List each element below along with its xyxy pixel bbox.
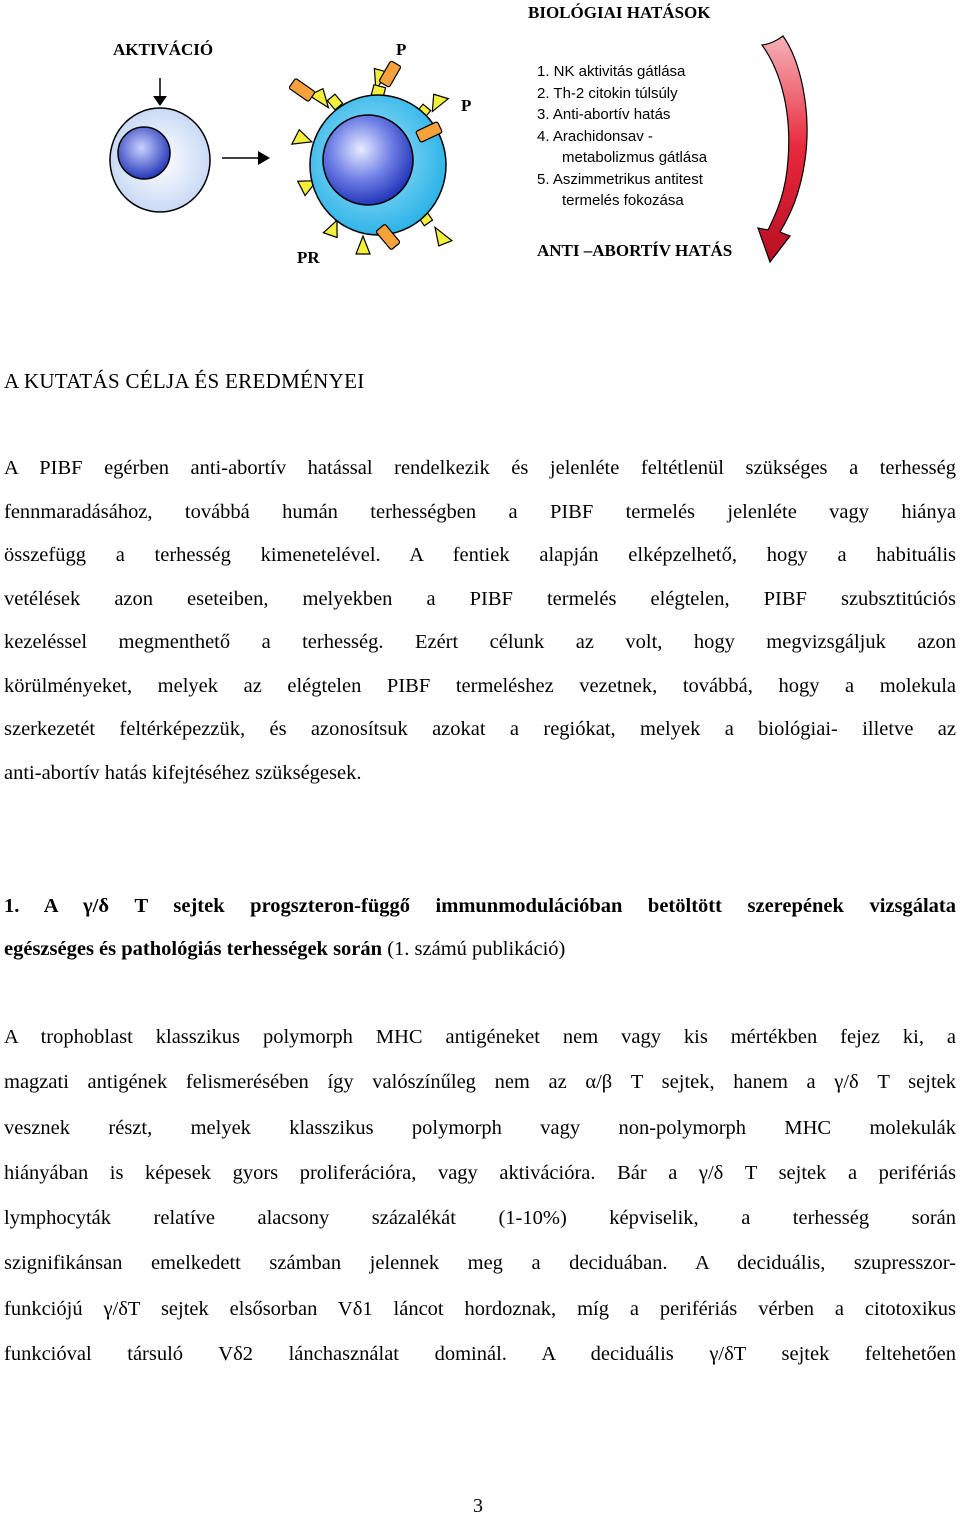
text-line: vesznek részt, melyek klasszikus polymorph vagy non-polymorph MHC molekulák [4,1116,956,1139]
section-heading: A KUTATÁS CÉLJA ÉS EREDMÉNYEI [4,369,365,393]
transition-arrow-icon [222,151,270,165]
bio-effect-item: 3. Anti-abortív hatás [537,106,671,123]
text-line: szignifikánsan emelkedett számban jelennek meg a deciduában. A deciduális, szupresszor- [4,1252,956,1275]
text-line: anti-abortív hatás kifejtéséhez szükségesek. [4,761,362,784]
text-line: A trophoblast klasszikus polymorph MHC antigéneket nem vagy kis mértékben fejez ki, a [4,1026,956,1048]
bio-effect-item: 2. Th-2 citokin túlsúly [537,84,678,102]
cell-diagram [0,0,960,280]
subsection-title-bold: egészséges és pathológiás terhességek során [4,938,383,960]
paragraph-gamma-delta [4,1015,956,1377]
resting-cell-icon [110,108,210,212]
text-line: vetélések azon eseteiben, melyekben a PIBF termelés elégtelen, PIBF szubsztitúciós [4,587,956,610]
p-label-top: P [396,40,407,59]
text-line: fennmaradásához, továbbá humán terhességben a PIBF termelés jelenléte vagy hiánya [4,500,956,523]
activation-arrow-icon [153,78,167,106]
activated-cell-icon [289,61,452,254]
subsection-title [4,885,956,971]
bio-effect-item: 1. NK aktivitás gátlása [537,63,686,80]
figure [0,0,960,280]
bio-effect-item: metabolizmus gátlása [562,149,708,166]
text-line: magzati antigének felismerésében így valószínűleg nem az α/β T sejtek, hanem a γ/δ T sejtek [4,1071,956,1094]
text-line: körülményeket, melyek az elégtelen PIBF termeléshez vezetnek, továbbá, hogy a molekula [4,674,956,697]
subsection-title-line2 [4,928,956,971]
text-line: összefügg a terhesség kimenetelével. A fentiek alapján elképzelhető, hogy a habituális [4,544,956,566]
text-line: hiányában is képesek gyors proliferációra, vagy aktivációra. Bár a γ/δ T sejtek a perifériás [4,1161,956,1184]
text-line: funkciójú γ/δT sejtek elsősorban Vδ1 láncot hordoznak, míg a perifériás vérben a citotoxikus [4,1297,956,1320]
publication-reference: (1. számú publikáció) [382,938,566,960]
bio-effect-item: 4. Arachidonsav - [537,127,653,145]
curved-arrow-icon [758,36,807,262]
text-line: A PIBF egérben anti-abortív hatással rendelkezik és jelenléte feltétlenül szükséges a terhesség [4,457,956,479]
text-line: lymphocyták relatíve alacsony százalékát (1-10%) képviselik, a terhesség során [4,1207,956,1230]
bio-effect-item: termelés fokozása [562,192,684,209]
activation-label: AKTIVÁCIÓ [113,40,214,59]
text-line: szerkezetét feltérképezzük, és azonosítsuk azokat a regiókat, melyek a biológiai- illetve az [4,718,956,740]
bio-effects-title: BIOLÓGIAI HATÁSOK [528,3,711,22]
pr-label: PR [297,248,320,267]
bio-effect-item: 5. Aszimmetrikus antitest [537,170,703,188]
subsection-title-line1: 1. A γ/δ T sejtek progszteron-függő immunmodulációban betöltött szerepének vizsgálata [4,895,956,917]
page-number: 3 [473,1495,483,1517]
text-line: kezeléssel megmenthető a terhesség. Ezért célunk az volt, hogy megvizsgáljuk azon [4,631,956,653]
p-label-right: P [461,96,472,115]
text-line: funkcióval társuló Vδ2 lánchasználat dominál. A deciduális γ/δT sejtek feltehetően [4,1343,956,1366]
paragraph-aims [4,447,956,795]
anti-abortive-label: ANTI –ABORTÍV HATÁS [537,241,733,260]
